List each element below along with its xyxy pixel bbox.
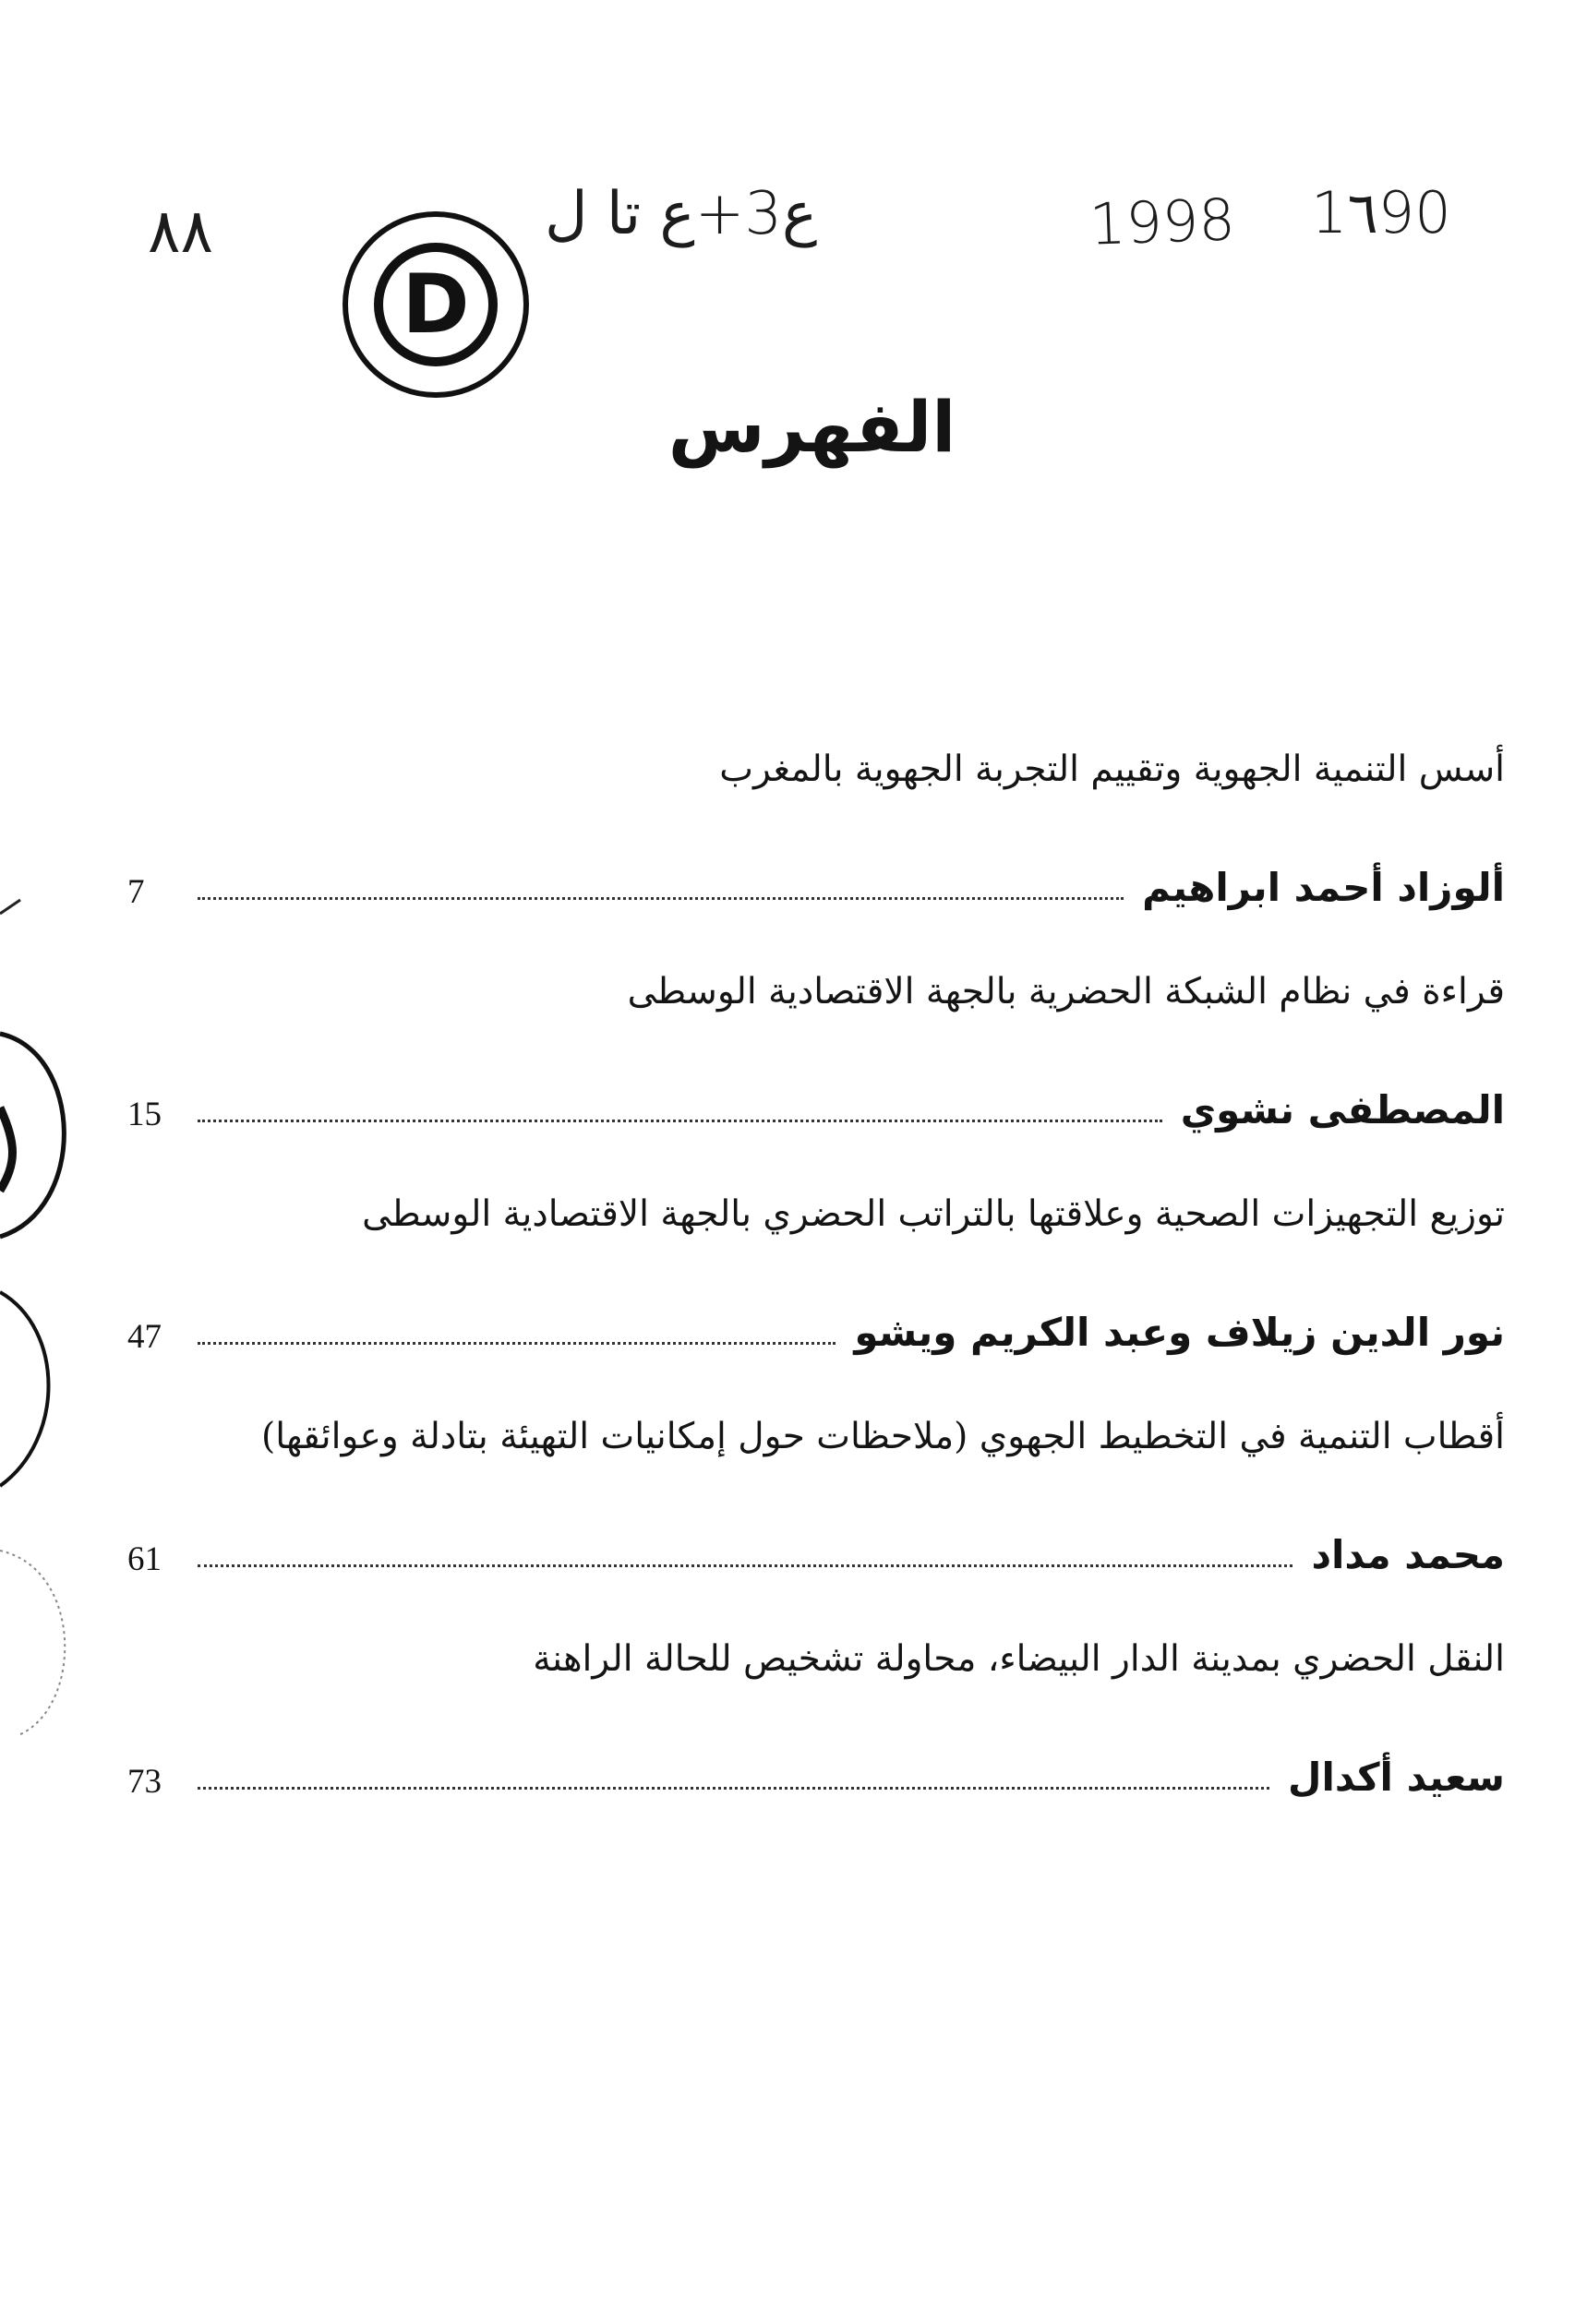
entry-author: ألوزاد أحمد ابراهيم [1142, 864, 1505, 910]
table-of-contents [120, 743, 1505, 1855]
handwritten-annotation-right: 1٦90 [1311, 179, 1451, 246]
circled-d-stamp [334, 203, 537, 406]
title-text: الفهرس [667, 386, 956, 468]
dot-leader [198, 1564, 1292, 1567]
handwritten-annotation-left: ٨٨ [148, 196, 213, 267]
entry-title: توزيع التجهيزات الصحية وعلاقتها بالتراتب الحضري بالجهة الاقتصادية الوسطى [362, 1193, 1505, 1235]
toc-entry [120, 965, 1505, 1188]
entry-author: نور الدين زيلاف وعبد الكريم ويشو [854, 1309, 1505, 1355]
toc-entry [120, 743, 1505, 965]
entry-author: سعيد أكدال [1288, 1754, 1505, 1800]
toc-entry [120, 1633, 1505, 1855]
entry-author: محمد مداد [1311, 1531, 1505, 1577]
entry-page-number: 61 [127, 1540, 162, 1578]
dot-leader [198, 1787, 1269, 1790]
entry-title: النقل الحضري بمدينة الدار البيضاء، محاولة تشخيص للحالة الراهنة [533, 1638, 1505, 1680]
entry-author-row [120, 1743, 1505, 1799]
entry-page-number: 15 [127, 1096, 162, 1133]
entry-author-row [120, 1076, 1505, 1132]
entry-page-number: 73 [127, 1763, 162, 1801]
dot-leader [198, 897, 1124, 900]
entry-title: أقطاب التنمية في التخطيط الجهوي (ملاحظات حول إمكانيات التهيئة بتادلة وعوائقها) [260, 1416, 1505, 1457]
entry-author-row [120, 1521, 1505, 1576]
entry-author-row [120, 1299, 1505, 1354]
handwritten-annotation-year: 1998 [1088, 186, 1237, 258]
entry-page-number: 7 [127, 873, 145, 911]
handwritten-annotation-middle: ع3+ع تا ل [545, 180, 818, 248]
dot-leader [198, 1120, 1162, 1122]
entry-title: قراءة في نظام الشبكة الحضرية بالجهة الاقتصادية الوسطى [627, 971, 1505, 1012]
toc-entry [120, 1188, 1505, 1410]
entry-page-number: 47 [127, 1318, 162, 1356]
entry-title: أسس التنمية الجهوية وتقييم التجربة الجهوية بالمغرب [719, 749, 1505, 790]
scan-edge-artifacts [0, 0, 111, 2324]
page-title [0, 386, 1587, 468]
entry-author-row [120, 854, 1505, 909]
toc-entry [120, 1410, 1505, 1633]
stamp-letter: D [402, 257, 470, 352]
entry-author: المصطفى نشوي [1180, 1086, 1505, 1132]
dot-leader [198, 1342, 836, 1345]
